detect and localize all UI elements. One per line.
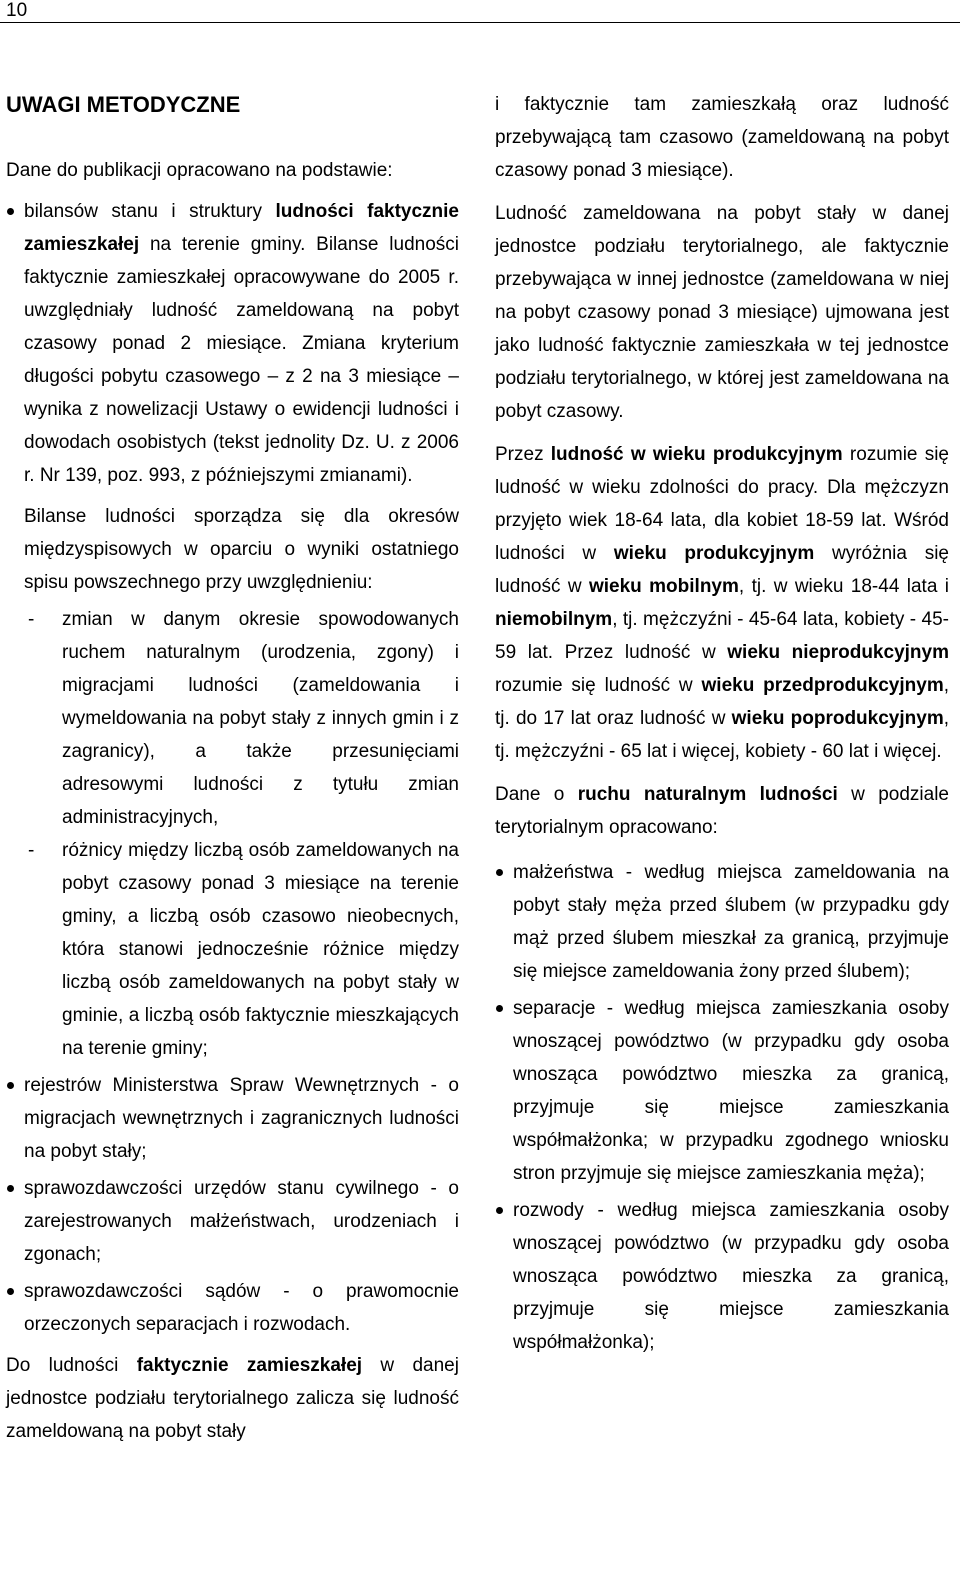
text-run: wyróżnia się ludność w: [495, 543, 949, 597]
bold-term: wieku nieprodukcyjnym: [727, 642, 949, 663]
balances-method-paragraph: Bilanse ludności sporządza się dla okresów międzyspisowych w oparciu o wyniki ostatniego spisu powszechnego przy uwzględnieniu:: [24, 506, 459, 593]
text-run: Przez: [495, 444, 551, 465]
source-item-civil-registry: sprawozdawczości urzędów stanu cywilnego - o zarejestrowanych małżeństwach, urodzeniach i zgonach;: [6, 1172, 459, 1271]
text-run: , tj. mężczyźni - 65 lat i więcej, kobiety - 60 lat i więcej.: [495, 708, 949, 762]
text-run: w podziale terytorialnym opracowano:: [495, 784, 949, 838]
list-item-separations: separacje - według miejsca zamieszkania osoby wnoszącej powództwo (w przypadku gdy osoba wnosząca powództwo mieszka za granicą, przyjmuje się miejsce zamieszkania współmałżonka; w przypadku zgodnego wniosku stron przyjmuje się miejsce zamieszkania męża);: [495, 992, 949, 1190]
registered-population-paragraph: Ludność zameldowana na pobyt stały w danej jednostce podziału terytorialnego, ale faktycznie przebywająca w innej jednostce (zameldowana w niej na pobyt czasowy ponad 3 miesiące) ujmowana jest jako ludność faktycznie zamieszkała w tej jednostce podziału terytorialnego, w której jest zameldowana na pobyt czasowy.: [495, 203, 949, 422]
text-run: , tj. w wieku 18-44 lata i: [738, 576, 949, 597]
text-run: , tj. mężczyźni - 45-64 lata, kobiety - 45-59 lat. Przez ludność w: [495, 609, 949, 663]
intro-paragraph: Dane do publikacji opracowano na podstawie:: [6, 160, 393, 181]
text-run: , tj. do 17 lat oraz ludność w: [495, 675, 949, 729]
text-run: Dane o: [495, 784, 578, 805]
section-heading: UWAGI METODYCZNE: [6, 92, 241, 117]
dash-item: - zmian w danym okresie spowodowanych ruchem naturalnym (urodzenia, zgony) i migracjami ludności (zameldowania i wymeldowania na pobyt stały z innych gmin i z zagranicy), a także przesunięciami adresowymi ludności z tytułu zmian administracyjnych,: [24, 603, 459, 834]
bold-term: ruchu naturalnym ludności: [577, 784, 838, 805]
list-item-marriages: małżeństwa - według miejsca zameldowania na pobyt stały męża przed ślubem (w przypadku gdy mąż przed ślubem mieszkał za granicą, przyjmuje się miejsce zameldowania żony przed ślubem);: [495, 856, 949, 988]
page-number: 10: [6, 0, 28, 21]
source-item-balances: [6, 195, 459, 1065]
natural-movement-list: [495, 856, 949, 1359]
right-column: [495, 88, 949, 1367]
bold-term: ludności faktycznie zamieszkałej: [24, 201, 459, 255]
source-item-registers: rejestrów Ministerstwa Spraw Wewnętrznych - o migracjach wewnętrznych i zagranicznych ludności na pobyt stały;: [6, 1069, 459, 1168]
bold-term: wieku przedprodukcyjnym: [701, 675, 944, 696]
bold-term: wieku produkcyjnym: [613, 543, 815, 564]
bold-term: wieku poprodukcyjnym: [731, 708, 944, 729]
dash-item: - różnicy między liczbą osób zameldowanych na pobyt czasowy ponad 3 miesiące na terenie gminy, a liczbą osób czasowo nieobecnych, która stanowi jednocześnie różnice między liczbą osób zameldowanych na pobyt stały w gminie, a liczbą osób faktycznie mieszkających na terenie gminy;: [24, 834, 459, 1065]
dash-list: [24, 603, 459, 1065]
source-list: [6, 195, 459, 1341]
source-item-courts: sprawozdawczości sądów - o prawomocnie orzeczonych separacjach i rozwodach.: [6, 1275, 459, 1341]
text-run: w danej jednostce podziału terytorialnego zalicza się ludność zameldowaną na pobyt stały: [6, 1355, 459, 1442]
header-rule: [0, 22, 960, 23]
natural-movement-paragraph: [495, 778, 949, 844]
working-age-paragraph: [495, 438, 949, 768]
bold-term: wieku mobilnym: [588, 576, 739, 597]
text-run: na terenie gminy. Bilanse ludności faktycznie zamieszkałej opracowywane do 2005 r. uwzględniały ludność zameldowaną na pobyt czasowy ponad 2 miesiące. Zmiana kryterium długości pobytu czasowego – z 2 na 3 miesiące – wynika z nowelizacji Ustawy o ewidencji ludności i dowodach osobistych (tekst jednolity Dz. U. z 2006 r. Nr 139, poz. 993, z późniejszymi zmianami).: [24, 234, 459, 486]
text-run: Do ludności: [6, 1355, 137, 1376]
text-run: bilansów stanu i struktury: [24, 201, 276, 222]
bold-term: niemobilnym: [495, 609, 613, 630]
continuation-paragraph: i faktycznie tam zamieszkałą oraz ludność przebywającą tam czasowo (zameldowaną na pobyt czasowy ponad 3 miesiące).: [495, 94, 949, 181]
bold-term: faktycznie zamieszkałej: [136, 1355, 363, 1376]
left-column: [6, 90, 459, 1456]
list-item-divorces: rozwody - według miejsca zamieszkania osoby wnoszącej powództwo (w przypadku gdy osoba wnosząca powództwo mieszka za granicą, przyjmuje się miejsce zamieszkania współmałżonka);: [495, 1194, 949, 1359]
text-run: rozumie się ludność w wieku zdolności do pracy. Dla mężczyzn przyjęto wiek 18-64 lata, dla kobiet 18-59 lat. Wśród ludności w: [495, 444, 949, 564]
definition-paragraph: [6, 1349, 459, 1448]
text-run: rozumie się ludność w: [495, 675, 702, 696]
bold-term: ludność w wieku produkcyjnym: [550, 444, 843, 465]
